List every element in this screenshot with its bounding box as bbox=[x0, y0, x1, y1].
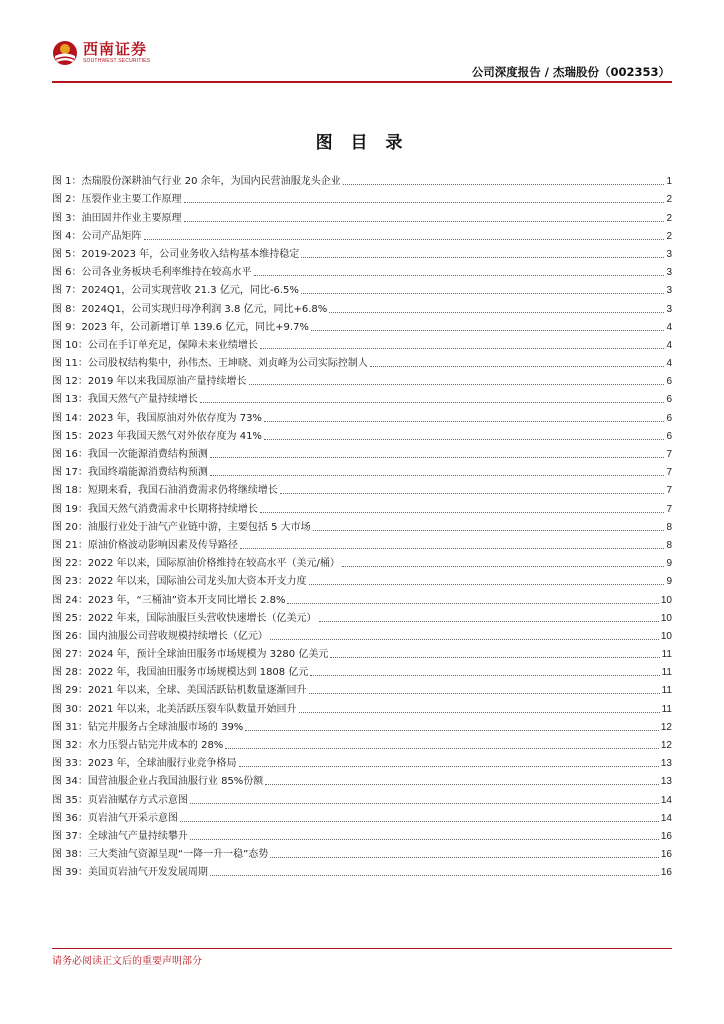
report-title: 公司深度报告 / 杰瑞股份（002353） bbox=[471, 65, 670, 79]
toc-dot-leader bbox=[311, 330, 664, 331]
toc-entry[interactable] bbox=[52, 625, 672, 643]
toc-dot-leader bbox=[190, 803, 659, 804]
toc-entry[interactable] bbox=[52, 861, 672, 879]
toc-entry[interactable] bbox=[52, 170, 672, 188]
toc-entry-page: 4 bbox=[666, 339, 672, 351]
toc-dot-leader bbox=[180, 821, 659, 822]
toc-entry-label: 图 14：2023 年，我国原油对外依存度为 73% bbox=[52, 412, 262, 424]
toc-entry-label: 图 27：2024 年，预计全球油田服务市场规模为 3280 亿美元 bbox=[52, 649, 329, 661]
toc-dot-leader bbox=[370, 366, 665, 367]
toc-entry-page: 14 bbox=[660, 812, 672, 824]
logo-emblem-icon bbox=[52, 40, 78, 66]
toc-entry[interactable] bbox=[52, 188, 672, 206]
toc-entry-label: 图 13：我国天然气产量持续增长 bbox=[52, 394, 198, 406]
toc-dot-leader bbox=[343, 184, 665, 185]
toc-dot-leader bbox=[270, 857, 659, 858]
toc-dot-leader bbox=[264, 439, 665, 440]
toc-dot-leader bbox=[280, 493, 665, 494]
toc-entry-label: 图 24：2023 年，“三桶油”资本开支同比增长 2.8% bbox=[52, 594, 286, 606]
toc-entry-label: 图 5：2019-2023 年，公司业务收入结构基本维持稳定 bbox=[52, 248, 300, 260]
toc-entry[interactable] bbox=[52, 716, 672, 734]
toc-dot-leader bbox=[260, 512, 665, 513]
toc-entry-label: 图 17：我国终端能源消费结构预测 bbox=[52, 467, 208, 479]
toc-dot-leader bbox=[144, 239, 665, 240]
disclaimer-note: 请务必阅读正文后的重要声明部分 bbox=[52, 956, 202, 967]
toc-entry[interactable] bbox=[52, 261, 672, 279]
toc-entry-page: 3 bbox=[666, 267, 672, 279]
toc-entry-label: 图 26：国内油服公司营收规模持续增长（亿元） bbox=[52, 630, 268, 642]
toc-dot-leader bbox=[200, 402, 665, 403]
toc-entry-label: 图 10：公司在手订单充足，保障未来业绩增长 bbox=[52, 339, 258, 351]
toc-entry[interactable] bbox=[52, 225, 672, 243]
toc-dot-leader bbox=[184, 202, 665, 203]
toc-entry-page: 11 bbox=[661, 685, 672, 697]
toc-dot-leader bbox=[299, 712, 660, 713]
toc-entry-page: 7 bbox=[666, 503, 672, 515]
toc-entry[interactable] bbox=[52, 206, 672, 224]
toc-entry-label: 图 32：水力压裂占钻完井成本的 28% bbox=[52, 740, 224, 751]
toc-entry[interactable] bbox=[52, 297, 672, 315]
toc-entry-label: 图 1：杰瑞股份深耕油气行业 20 余年，为国内民营油服龙头企业 bbox=[52, 176, 341, 188]
toc-dot-leader bbox=[301, 257, 664, 258]
toc-entry-label: 图 4：公司产品矩阵 bbox=[52, 230, 142, 242]
toc-entry-label: 图 22：2022 年以来，国际原油价格维持在较高水平（美元/桶） bbox=[52, 558, 340, 570]
toc-entry-page: 12 bbox=[660, 740, 672, 751]
toc-entry[interactable] bbox=[52, 370, 672, 388]
toc-entry[interactable] bbox=[52, 352, 672, 370]
company-logo bbox=[52, 40, 150, 66]
toc-entry-page: 2 bbox=[666, 194, 672, 206]
toc-entry-label: 图 37：全球油气产量持续攀升 bbox=[52, 830, 188, 842]
toc-entry-page: 16 bbox=[660, 867, 672, 879]
toc-dot-leader bbox=[270, 639, 659, 640]
toc-entry-label: 图 38：三大类油气资源呈现“一降一升一稳”态势 bbox=[52, 849, 269, 861]
toc-dot-leader bbox=[239, 766, 659, 767]
toc-entry-page: 3 bbox=[666, 303, 672, 315]
toc-entry[interactable] bbox=[52, 643, 672, 661]
toc-dot-leader bbox=[309, 693, 660, 694]
toc-entry-label: 图 6：公司各业务板块毛利率维持在较高水平 bbox=[52, 267, 252, 279]
toc-entry[interactable] bbox=[52, 388, 672, 406]
toc-entry-page: 11 bbox=[661, 667, 672, 679]
toc-entry-page: 1 bbox=[666, 176, 672, 188]
toc-entry-page: 7 bbox=[666, 449, 672, 460]
toc-dot-leader bbox=[265, 784, 659, 785]
toc-entry-page: 10 bbox=[660, 594, 672, 606]
toc-entry-page: 2 bbox=[666, 230, 672, 242]
toc-entry-page: 9 bbox=[666, 576, 672, 588]
toc-entry[interactable] bbox=[52, 843, 672, 861]
toc-entry[interactable] bbox=[52, 661, 672, 679]
toc-entry-label: 图 2：压裂作业主要工作原理 bbox=[52, 194, 182, 206]
toc-entry[interactable] bbox=[52, 406, 672, 424]
toc-entry-page: 11 bbox=[661, 649, 672, 661]
toc-entry-label: 图 11：公司股权结构集中，孙伟杰、王坤晓、刘贞峰为公司实际控制人 bbox=[52, 358, 368, 370]
toc-entry[interactable] bbox=[52, 516, 672, 534]
toc-dot-leader bbox=[313, 530, 665, 531]
toc-entry-label: 图 3：油田固井作业主要原理 bbox=[52, 212, 182, 224]
toc-dot-leader bbox=[210, 875, 659, 876]
toc-entry-page: 3 bbox=[666, 285, 672, 297]
toc-entry[interactable] bbox=[52, 443, 672, 461]
toc-entry-label: 图 9：2023 年，公司新增订单 139.6 亿元，同比+9.7% bbox=[52, 321, 309, 333]
toc-dot-leader bbox=[310, 675, 659, 676]
toc-entry-page: 6 bbox=[666, 430, 672, 442]
page-header bbox=[0, 0, 724, 90]
toc-entry-page: 11 bbox=[661, 703, 672, 715]
toc-entry[interactable] bbox=[52, 752, 672, 770]
toc-entry[interactable] bbox=[52, 825, 672, 843]
toc-dot-leader bbox=[287, 603, 658, 604]
toc-entry-page: 7 bbox=[666, 485, 672, 497]
toc-entry-label: 图 35：页岩油赋存方式示意图 bbox=[52, 794, 188, 806]
footer-divider bbox=[52, 948, 672, 949]
toc-entry[interactable] bbox=[52, 697, 672, 715]
toc-entry-page: 2 bbox=[666, 212, 672, 224]
toc-entry-page: 4 bbox=[666, 321, 672, 333]
toc-dot-leader bbox=[184, 221, 665, 222]
toc-entry-label: 图 25：2022 年来，国际油服巨头营收快速增长（亿美元） bbox=[52, 612, 317, 624]
toc-entry[interactable] bbox=[52, 243, 672, 261]
toc-entry-page: 8 bbox=[666, 521, 672, 533]
toc-entry-label: 图 21：原油价格波动影响因素及传导路径 bbox=[52, 539, 238, 551]
toc-entry-page: 6 bbox=[666, 376, 672, 388]
toc-heading: 图 目 录 bbox=[315, 133, 409, 153]
toc-entry[interactable] bbox=[52, 788, 672, 806]
toc-dot-leader bbox=[319, 621, 659, 622]
toc-entry-label: 图 28：2022 年，我国油田服务市场规模达到 1808 亿元 bbox=[52, 667, 309, 679]
toc-entry-page: 10 bbox=[660, 630, 672, 642]
toc-entry-page: 12 bbox=[660, 721, 672, 733]
toc-dot-leader bbox=[190, 839, 659, 840]
toc-entry-label: 图 34：国营油服企业占我国油服行业 85%份额 bbox=[52, 776, 264, 788]
toc-entry-label: 图 31：钻完井服务占全球油服市场的 39% bbox=[52, 721, 244, 733]
toc-entry-label: 图 7：2024Q1，公司实现营收 21.3 亿元，同比-6.5% bbox=[52, 285, 299, 297]
toc-dot-leader bbox=[249, 384, 665, 385]
toc-dot-leader bbox=[264, 421, 665, 422]
toc-dot-leader bbox=[301, 293, 665, 294]
logo-chinese-name: 西南证券 bbox=[83, 40, 148, 58]
toc-entry[interactable] bbox=[52, 425, 672, 443]
toc-entry-label: 图 39：美国页岩油气开发发展周期 bbox=[52, 867, 208, 879]
toc-entry-page: 10 bbox=[660, 612, 672, 624]
toc-entry-page: 3 bbox=[666, 248, 672, 260]
toc-entry[interactable] bbox=[52, 607, 672, 625]
toc-entry[interactable] bbox=[52, 679, 672, 697]
toc-entry[interactable] bbox=[52, 334, 672, 352]
toc-dot-leader bbox=[225, 748, 659, 749]
toc-dot-leader bbox=[254, 275, 665, 276]
toc-entry[interactable] bbox=[52, 497, 672, 515]
toc-entry-page: 4 bbox=[666, 358, 672, 370]
toc-entry[interactable] bbox=[52, 534, 672, 552]
toc-dot-leader bbox=[240, 548, 665, 549]
toc-entry[interactable] bbox=[52, 316, 672, 334]
figure-table-of-contents bbox=[52, 170, 672, 879]
toc-entry-page: 14 bbox=[660, 794, 672, 806]
toc-entry-page: 8 bbox=[666, 539, 672, 551]
toc-dot-leader bbox=[342, 566, 665, 567]
toc-entry-page: 9 bbox=[666, 558, 672, 570]
toc-entry-label: 图 23：2022 年以来，国际油公司龙头加大资本开支力度 bbox=[52, 576, 307, 588]
toc-dot-leader bbox=[210, 475, 665, 476]
toc-dot-leader bbox=[260, 348, 665, 349]
toc-entry-page: 13 bbox=[660, 776, 672, 788]
toc-entry[interactable] bbox=[52, 807, 672, 825]
toc-entry-label: 图 19：我国天然气消费需求中长期将持续增长 bbox=[52, 503, 258, 515]
toc-entry[interactable] bbox=[52, 570, 672, 588]
toc-entry[interactable] bbox=[52, 279, 672, 297]
toc-entry[interactable] bbox=[52, 461, 672, 479]
toc-entry[interactable] bbox=[52, 734, 672, 752]
toc-dot-leader bbox=[210, 457, 665, 458]
toc-entry-label: 图 30：2021 年以来，北美活跃压裂车队数量开始回升 bbox=[52, 703, 297, 715]
toc-entry[interactable] bbox=[52, 588, 672, 606]
toc-entry-label: 图 36：页岩油气开采示意图 bbox=[52, 812, 178, 824]
header-divider bbox=[52, 81, 672, 83]
toc-dot-leader bbox=[330, 657, 659, 658]
toc-entry-page: 6 bbox=[666, 394, 672, 406]
toc-entry-page: 6 bbox=[666, 412, 672, 424]
toc-dot-leader bbox=[245, 730, 659, 731]
toc-entry-page: 13 bbox=[660, 758, 672, 770]
toc-entry-label: 图 8：2024Q1，公司实现归母净利润 3.8 亿元，同比+6.8% bbox=[52, 303, 328, 315]
toc-entry-label: 图 12：2019 年以来我国原油产量持续增长 bbox=[52, 376, 247, 388]
toc-entry[interactable] bbox=[52, 479, 672, 497]
toc-entry-label: 图 33：2023 年，全球油服行业竞争格局 bbox=[52, 758, 237, 770]
toc-entry-label: 图 15：2023 年我国天然气对外依存度为 41% bbox=[52, 430, 262, 442]
toc-entry-page: 7 bbox=[666, 467, 672, 479]
toc-entry[interactable] bbox=[52, 770, 672, 788]
toc-entry-label: 图 18：短期来看，我国石油消费需求仍将继续增长 bbox=[52, 485, 278, 497]
toc-entry-label: 图 20：油服行业处于油气产业链中游，主要包括 5 大市场 bbox=[52, 521, 311, 533]
toc-entry-page: 16 bbox=[660, 830, 672, 842]
toc-entry-label: 图 16：我国一次能源消费结构预测 bbox=[52, 449, 208, 460]
toc-dot-leader bbox=[309, 584, 665, 585]
toc-entry-page: 16 bbox=[660, 849, 672, 861]
toc-dot-leader bbox=[329, 312, 664, 313]
toc-entry[interactable] bbox=[52, 552, 672, 570]
logo-english-name: SOUTHWEST SECURITIES bbox=[83, 58, 151, 64]
toc-entry-label: 图 29：2021 年以来，全球、美国活跃钻机数量逐渐回升 bbox=[52, 685, 307, 697]
